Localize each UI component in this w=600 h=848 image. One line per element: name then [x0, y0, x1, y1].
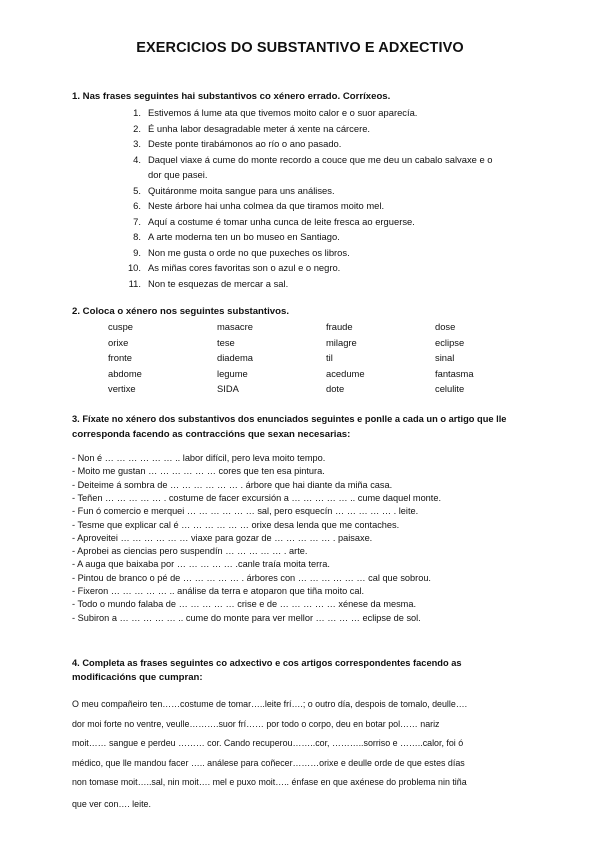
- paragraph-line: que ver con…. leite.: [72, 799, 151, 809]
- table-row: abdome legume acedume fantasma: [108, 367, 474, 379]
- exercise-line: - Aprobei as ciencias pero suspendín … … … … … . arte.: [72, 546, 308, 557]
- paragraph-line: dor moi forte no ventre, veulle……….suor frí…… por todo o corpo, deu en botar pol…… nariz: [72, 718, 440, 729]
- exercise-line: - Teñen … … … … … . costume de facer excursión a … … … … … .. cume daquel monte.: [72, 492, 442, 503]
- table-row: fronte diadema til sinal: [108, 352, 455, 363]
- exercise-line: - Todo o mundo falaba de … … … … … crise e de … … … … … xénese da mesma.: [72, 599, 416, 610]
- exercise-line: - Deiteime á sombra de … … … … … … . árbore que hai diante da miña casa.: [72, 479, 393, 490]
- exercise-line: - Tesme que explicar cal é … … … … … … orixe desa lenda que me contaches.: [72, 519, 400, 530]
- exercise-line: - Subiron a … … … … … .. cume do monte para ver mellor … … … … eclipse de sol.: [72, 612, 421, 623]
- section4-heading-line1: 4. Completa as frases seguintes co adxectivo e cos artigos correspondentes facendo as: [72, 658, 462, 668]
- paragraph-line: médico, que lle mandou facer ….. análese para coñecer………orixe e deulle orde de que estes días: [72, 757, 465, 768]
- exercise-line: - Fixeron … … … … … .. análise da terra e atoparon que tiña moito cal.: [72, 586, 365, 596]
- paragraph-line: moit…… sangue e perdeu ……… cor. Cando recuperou……..cor, ………..sorriso e ……..calor, foi ó: [72, 738, 464, 748]
- table-row: cuspe masacre fraude dose: [108, 321, 456, 332]
- exercise-line: - Moito me gustan … … … … … … cores que ten esa pintura.: [72, 466, 325, 477]
- table-row: vertixe SIDA dote celulite: [108, 383, 465, 394]
- exercise-line: - A auga que baixaba por … … … … … .canle traía moita terra.: [72, 559, 330, 570]
- paragraph-line: non tomase moit…..sal, nin moit…. mel e puxo moit….. énfase en que axénese do problema nin tiña: [72, 777, 467, 787]
- exercise-line: - Pintou de branco o pé de … … … … … . árbores con … … … … … … cal que sobrou.: [72, 572, 431, 583]
- section4-heading-line2: modificacións que cumpran:: [72, 672, 203, 683]
- exercise-line: - Non é … … … … … … .. labor difícil, pero leva moito tempo.: [72, 453, 326, 463]
- exercise-line: - Aproveitei … … … … … … viaxe para gozar de … … … … … . paisaxe.: [72, 532, 373, 543]
- noun-grid: [108, 319, 528, 397]
- page-title: EXERCICIOS DO SUBSTANTIVO E ADXECTIVO: [136, 40, 464, 56]
- paragraph-line: O meu compañeiro ten……costume de tomar…..leite frí….; o outro día, despois de tomalo, deulle….: [72, 699, 468, 709]
- section3-heading-line2: corresponda facendo as contraccións que sexan necesarias:: [72, 429, 351, 440]
- section2-heading: 2. Coloca o xénero nos seguintes substantivos.: [72, 306, 289, 317]
- table-row: orixe tese milagre eclipse: [108, 336, 465, 348]
- exercise-line: - Fun ó comercio e merquei … … … … … … sal, pero esquecín … … … … … . leite.: [72, 506, 419, 517]
- section3-heading-line1: 3. Fíxate no xénero dos substantivos dos enunciados seguintes e ponlle a cada un o artigo que lle: [72, 414, 507, 424]
- section1-heading: 1. Nas frases seguintes hai substantivos co xénero errado. Corríxeos.: [72, 91, 391, 102]
